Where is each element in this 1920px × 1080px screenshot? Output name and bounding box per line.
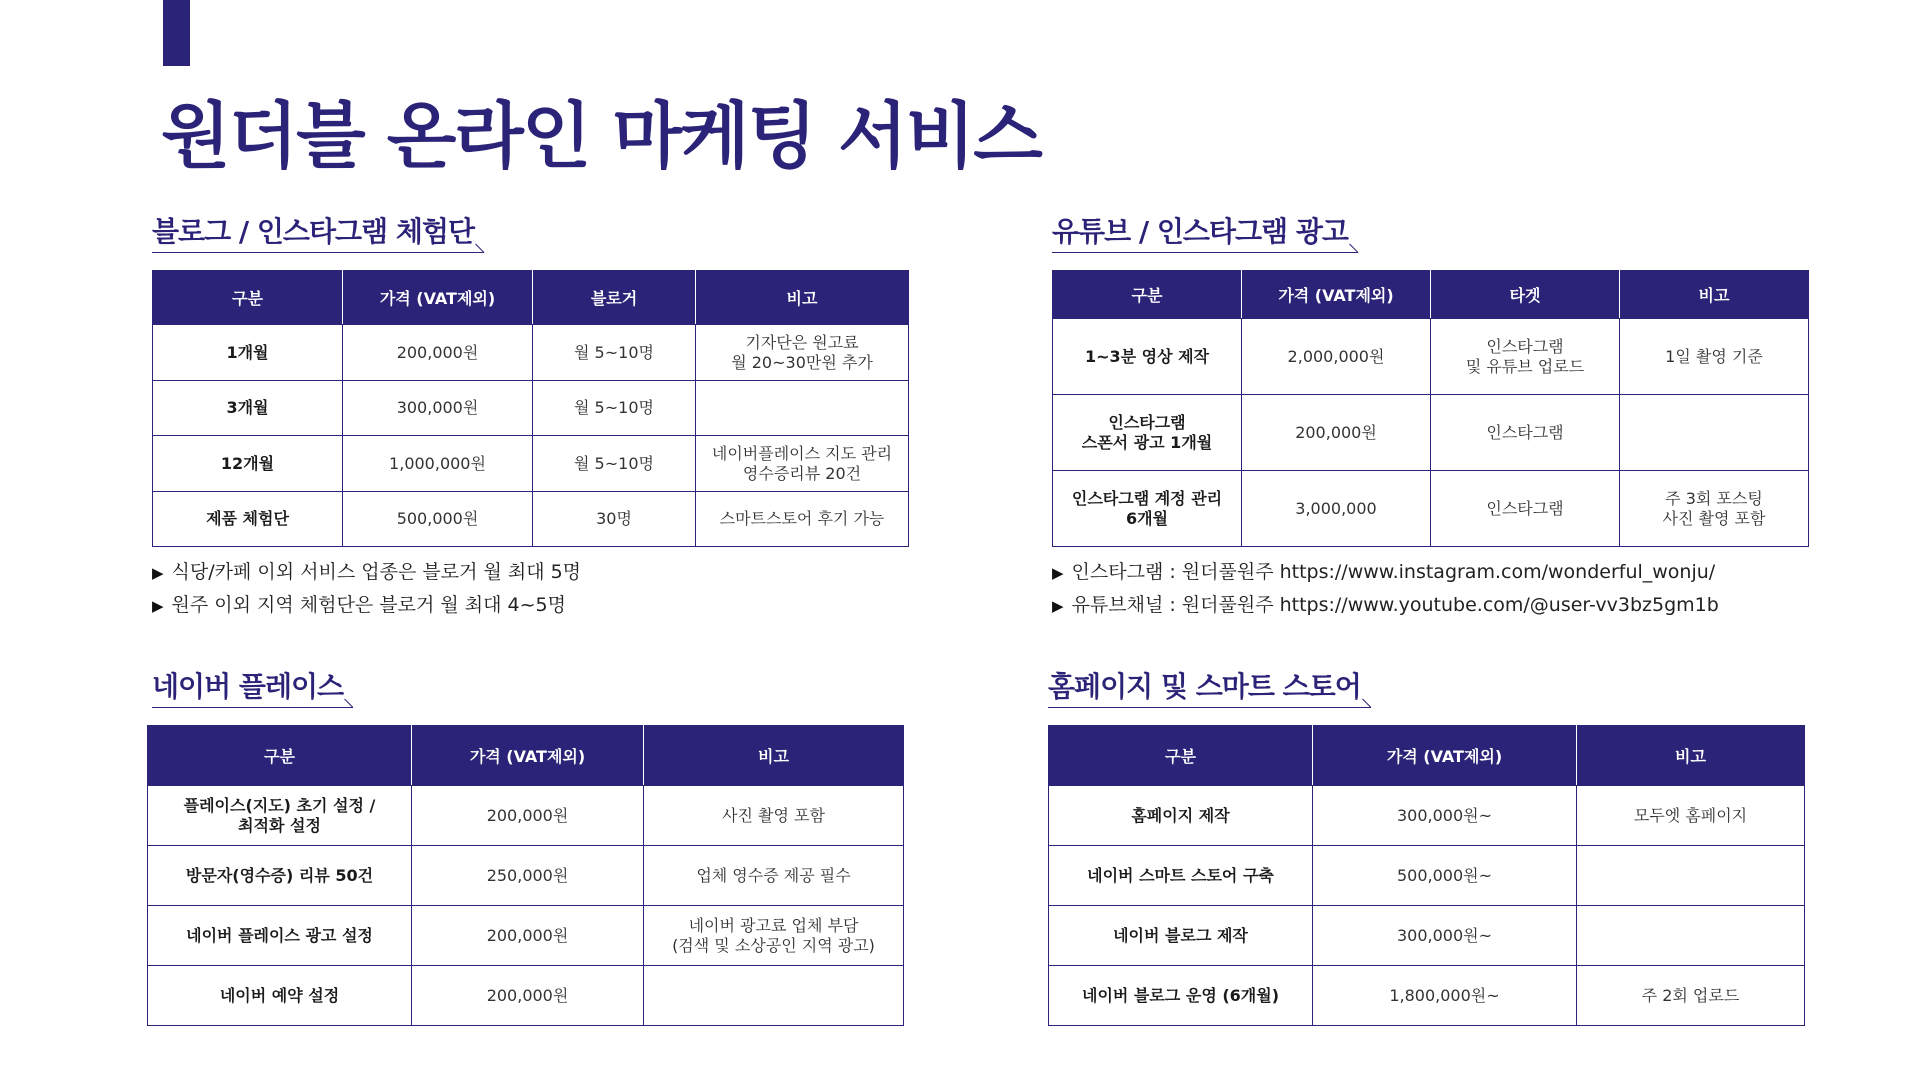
page-title: 원더블 온라인 마케팅 서비스 [161, 94, 1041, 178]
table-row [148, 846, 904, 906]
column-header: 가격 (VAT제외) [343, 271, 533, 325]
section-naver-place [152, 669, 875, 1005]
note-item [1052, 589, 1719, 622]
table-row [148, 966, 904, 1026]
table-cell: 주 2회 업로드 [1577, 966, 1805, 1026]
section-homepage-smartstore [1048, 669, 1748, 1005]
arrow-right-icon: ▶ [1052, 597, 1064, 615]
table-cell: 기자단은 원고료 월 20~30만원 추가 [696, 325, 909, 381]
table-cell [696, 381, 909, 436]
column-header: 비고 [1620, 271, 1809, 319]
table-header-row [1053, 271, 1809, 319]
youtube-price-table [1052, 270, 1809, 547]
table-row [1049, 906, 1805, 966]
column-header: 구분 [1053, 271, 1242, 319]
table-row [1049, 966, 1805, 1026]
table-cell: 3,000,000 [1242, 471, 1431, 547]
table-row [1053, 319, 1809, 395]
table-header-row [153, 271, 909, 325]
section-title-youtube: 유튜브 / 인스타그램 광고 [1052, 215, 1348, 248]
table-cell: 월 5~10명 [533, 325, 696, 381]
arrow-right-icon: ▶ [152, 564, 164, 582]
section-heading [152, 214, 474, 250]
section-title-homepage: 홈페이지 및 스마트 스토어 [1048, 670, 1361, 703]
table-cell: 사진 촬영 포함 [644, 786, 904, 846]
table-cell: 인스타그램 [1431, 471, 1620, 547]
table-cell: 2,000,000원 [1242, 319, 1431, 395]
column-header: 비고 [1577, 726, 1805, 786]
note-item [152, 589, 581, 622]
table-cell: 200,000원 [343, 325, 533, 381]
column-header: 비고 [644, 726, 904, 786]
column-header: 구분 [148, 726, 412, 786]
blog-notes [152, 556, 581, 622]
table-cell: 1,000,000원 [343, 436, 533, 492]
table-cell: 1,800,000원~ [1313, 966, 1577, 1026]
table-cell: 인스타그램 및 유튜브 업로드 [1431, 319, 1620, 395]
table-cell: 1~3분 영상 제작 [1053, 319, 1242, 395]
table-cell: 네이버 블로그 운영 (6개월) [1049, 966, 1313, 1026]
note-text: 식당/카페 이외 서비스 업종은 블로거 월 최대 5명 [171, 561, 582, 583]
section-title-naver: 네이버 플레이스 [152, 670, 344, 703]
table-header-row [148, 726, 904, 786]
youtube-notes [1052, 556, 1719, 622]
accent-bar [163, 0, 190, 66]
table-cell: 제품 체험단 [153, 492, 343, 547]
table-cell: 네이버 스마트 스토어 구축 [1049, 846, 1313, 906]
table-cell: 500,000원~ [1313, 846, 1577, 906]
table-cell: 인스타그램 스폰서 광고 1개월 [1053, 395, 1242, 471]
table-cell: 네이버 플레이스 광고 설정 [148, 906, 412, 966]
section-heading [152, 669, 343, 705]
table-cell: 모두엣 홈페이지 [1577, 786, 1805, 846]
table-row [1053, 395, 1809, 471]
table-cell: 1개월 [153, 325, 343, 381]
section-heading [1052, 214, 1348, 250]
naver-price-table [147, 725, 904, 1026]
table-row [153, 436, 909, 492]
table-row [153, 492, 909, 547]
column-header: 가격 (VAT제외) [1313, 726, 1577, 786]
heading-underline [152, 707, 353, 708]
column-header: 구분 [1049, 726, 1313, 786]
column-header: 가격 (VAT제외) [1242, 271, 1431, 319]
note-text: 유튜브채널 : 원더풀원주 https://www.youtube.com/@user-vv3bz5gm1b [1071, 594, 1719, 616]
table-row [148, 906, 904, 966]
blog-price-table [152, 270, 909, 547]
table-cell: 12개월 [153, 436, 343, 492]
table-cell [1620, 395, 1809, 471]
column-header: 가격 (VAT제외) [412, 726, 644, 786]
column-header: 블로거 [533, 271, 696, 325]
note-item [1052, 556, 1719, 589]
table-cell: 방문자(영수증) 리뷰 50건 [148, 846, 412, 906]
section-blog-instagram [152, 214, 893, 616]
arrow-right-icon: ▶ [1052, 564, 1064, 582]
section-youtube-instagram [1052, 214, 1766, 616]
section-title-blog: 블로그 / 인스타그램 체험단 [152, 215, 474, 248]
table-cell: 네이버 광고료 업체 부담 (검색 및 소상공인 지역 광고) [644, 906, 904, 966]
note-item [152, 556, 581, 589]
table-cell: 3개월 [153, 381, 343, 436]
column-header: 타겟 [1431, 271, 1620, 319]
table-cell [644, 966, 904, 1026]
heading-underline [1052, 252, 1358, 253]
table-row [1053, 471, 1809, 547]
table-cell: 네이버플레이스 지도 관리 영수증리뷰 20건 [696, 436, 909, 492]
table-cell: 월 5~10명 [533, 436, 696, 492]
note-text: 인스타그램 : 원더풀원주 https://www.instagram.com/wonderful_wonju/ [1071, 561, 1716, 583]
table-cell: 인스타그램 계정 관리 6개월 [1053, 471, 1242, 547]
table-cell: 200,000원 [412, 966, 644, 1026]
table-cell: 홈페이지 제작 [1049, 786, 1313, 846]
table-cell: 업체 영수증 제공 필수 [644, 846, 904, 906]
table-cell: 주 3회 포스팅 사진 촬영 포함 [1620, 471, 1809, 547]
table-cell: 200,000원 [412, 786, 644, 846]
homepage-price-table [1048, 725, 1805, 1026]
section-heading [1048, 669, 1361, 705]
table-header-row [1049, 726, 1805, 786]
column-header: 비고 [696, 271, 909, 325]
table-row [153, 381, 909, 436]
heading-underline [152, 252, 484, 253]
table-cell: 네이버 예약 설정 [148, 966, 412, 1026]
note-text: 원주 이외 지역 체험단은 블로거 월 최대 4~5명 [171, 594, 566, 616]
table-row [148, 786, 904, 846]
table-cell: 스마트스토어 후기 가능 [696, 492, 909, 547]
column-header: 구분 [153, 271, 343, 325]
table-cell: 500,000원 [343, 492, 533, 547]
table-cell: 네이버 블로그 제작 [1049, 906, 1313, 966]
table-row [1049, 846, 1805, 906]
table-cell: 월 5~10명 [533, 381, 696, 436]
table-cell: 300,000원~ [1313, 786, 1577, 846]
table-cell [1577, 846, 1805, 906]
table-cell: 플레이스(지도) 초기 설정 / 최적화 설정 [148, 786, 412, 846]
table-cell: 300,000원 [343, 381, 533, 436]
table-cell: 1일 촬영 기준 [1620, 319, 1809, 395]
table-cell [1577, 906, 1805, 966]
arrow-right-icon: ▶ [152, 597, 164, 615]
table-cell: 200,000원 [412, 906, 644, 966]
table-cell: 300,000원~ [1313, 906, 1577, 966]
table-row [1049, 786, 1805, 846]
table-cell: 250,000원 [412, 846, 644, 906]
table-row [153, 325, 909, 381]
heading-underline [1048, 707, 1371, 708]
table-cell: 인스타그램 [1431, 395, 1620, 471]
table-cell: 200,000원 [1242, 395, 1431, 471]
table-cell: 30명 [533, 492, 696, 547]
